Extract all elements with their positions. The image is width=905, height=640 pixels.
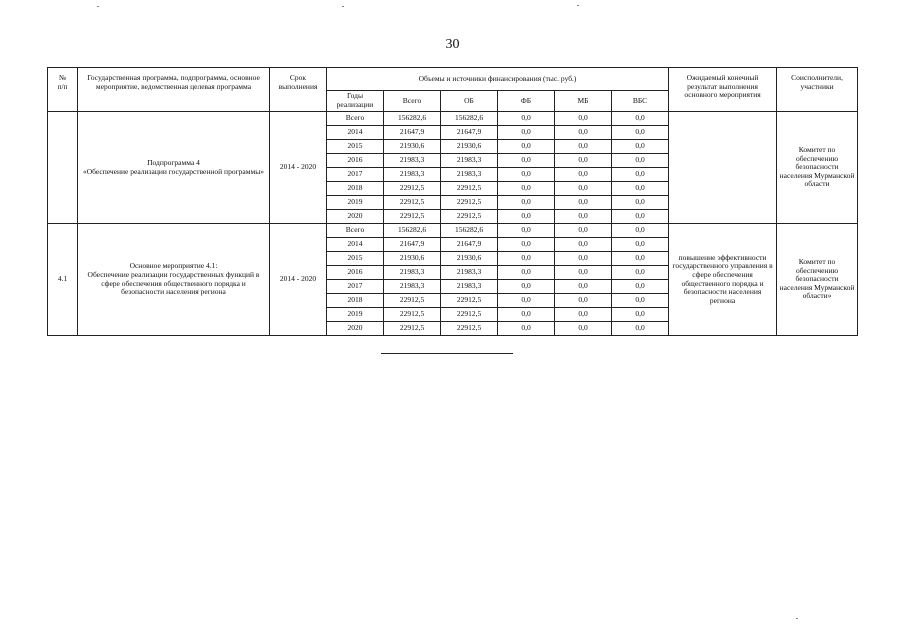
- cell-ob: 22912,5: [441, 294, 498, 308]
- row-num: [48, 112, 78, 224]
- cell-fb: 0,0: [498, 168, 555, 182]
- scan-speck: [97, 6, 99, 7]
- header-term: Срок выполнения: [270, 68, 327, 112]
- cell-mb: 0,0: [555, 252, 612, 266]
- cell-fb: 0,0: [498, 266, 555, 280]
- cell-total: 22912,5: [384, 308, 441, 322]
- cell-vbs: 0,0: [612, 140, 669, 154]
- cell-vbs: 0,0: [612, 196, 669, 210]
- cell-year: 2016: [327, 266, 384, 280]
- cell-total: 21983,3: [384, 280, 441, 294]
- financing-table: [47, 67, 858, 336]
- cell-ob: 21983,3: [441, 154, 498, 168]
- cell-year: 2017: [327, 168, 384, 182]
- cell-year: 2018: [327, 182, 384, 196]
- cell-fb: 0,0: [498, 308, 555, 322]
- cell-fb: 0,0: [498, 280, 555, 294]
- row-name: Подпрограмма 4 «Обеспечение реализации государственной программы»: [78, 112, 270, 224]
- cell-vbs: 0,0: [612, 294, 669, 308]
- cell-mb: 0,0: [555, 168, 612, 182]
- cell-total: 156282,6: [384, 112, 441, 126]
- cell-total: 21983,3: [384, 154, 441, 168]
- cell-vbs: 0,0: [612, 252, 669, 266]
- header-program: Государственная программа, подпрограмма, основное мероприятие, ведомственная целевая программа: [78, 68, 270, 112]
- cell-fb: 0,0: [498, 182, 555, 196]
- header-fb: ФБ: [498, 91, 555, 112]
- cell-year: 2017: [327, 280, 384, 294]
- cell-fb: 0,0: [498, 238, 555, 252]
- cell-year: 2019: [327, 308, 384, 322]
- header-ob: ОБ: [441, 91, 498, 112]
- cell-vbs: 0,0: [612, 154, 669, 168]
- table-row: [48, 224, 858, 238]
- cell-year: 2015: [327, 140, 384, 154]
- cell-mb: 0,0: [555, 154, 612, 168]
- cell-mb: 0,0: [555, 112, 612, 126]
- cell-ob: 21983,3: [441, 266, 498, 280]
- cell-mb: 0,0: [555, 210, 612, 224]
- header-executors: Соисполнители, участники: [777, 68, 858, 112]
- cell-mb: 0,0: [555, 322, 612, 336]
- cell-year: 2016: [327, 154, 384, 168]
- cell-mb: 0,0: [555, 182, 612, 196]
- cell-vbs: 0,0: [612, 280, 669, 294]
- cell-total: 156282,6: [384, 224, 441, 238]
- cell-mb: 0,0: [555, 308, 612, 322]
- cell-ob: 156282,6: [441, 112, 498, 126]
- cell-total: 21983,3: [384, 266, 441, 280]
- cell-fb: 0,0: [498, 126, 555, 140]
- row-num: 4.1: [48, 224, 78, 336]
- cell-fb: 0,0: [498, 196, 555, 210]
- cell-total: 21647,9: [384, 126, 441, 140]
- cell-vbs: 0,0: [612, 308, 669, 322]
- header-expected: Ожидаемый конечный результат выполнения основного мероприятия: [669, 68, 777, 112]
- cell-year: 2014: [327, 238, 384, 252]
- cell-ob: 21647,9: [441, 238, 498, 252]
- cell-vbs: 0,0: [612, 182, 669, 196]
- cell-vbs: 0,0: [612, 238, 669, 252]
- scan-speck: [342, 6, 344, 7]
- row-term: 2014 - 2020: [270, 224, 327, 336]
- cell-fb: 0,0: [498, 294, 555, 308]
- cell-vbs: 0,0: [612, 266, 669, 280]
- row-result: [669, 112, 777, 224]
- table-row: [48, 112, 858, 126]
- cell-fb: 0,0: [498, 322, 555, 336]
- cell-year: 2020: [327, 322, 384, 336]
- cell-mb: 0,0: [555, 280, 612, 294]
- cell-mb: 0,0: [555, 238, 612, 252]
- cell-ob: 21647,9: [441, 126, 498, 140]
- cell-vbs: 0,0: [612, 210, 669, 224]
- scan-speck: [577, 5, 579, 6]
- cell-fb: 0,0: [498, 252, 555, 266]
- cell-ob: 21983,3: [441, 280, 498, 294]
- cell-fb: 0,0: [498, 210, 555, 224]
- cell-ob: 21930,6: [441, 252, 498, 266]
- cell-year: Всего: [327, 112, 384, 126]
- header-total: Всего: [384, 91, 441, 112]
- cell-vbs: 0,0: [612, 224, 669, 238]
- cell-mb: 0,0: [555, 294, 612, 308]
- cell-mb: 0,0: [555, 126, 612, 140]
- header-vbs: ВБС: [612, 91, 669, 112]
- cell-year: 2019: [327, 196, 384, 210]
- row-name: Основное мероприятие 4.1: Обеспечение реализации государственных функций в сфере обеспечения общественного порядка и безопасности населения региона: [78, 224, 270, 336]
- cell-ob: 22912,5: [441, 210, 498, 224]
- page-number: 30: [445, 37, 460, 52]
- cell-year: 2015: [327, 252, 384, 266]
- cell-ob: 22912,5: [441, 182, 498, 196]
- cell-ob: 21930,6: [441, 140, 498, 154]
- cell-total: 21647,9: [384, 238, 441, 252]
- cell-year: 2014: [327, 126, 384, 140]
- header-num: № п/п: [48, 68, 78, 112]
- row-term: 2014 - 2020: [270, 112, 327, 224]
- cell-total: 22912,5: [384, 322, 441, 336]
- cell-vbs: 0,0: [612, 126, 669, 140]
- cell-ob: 22912,5: [441, 322, 498, 336]
- cell-mb: 0,0: [555, 140, 612, 154]
- cell-vbs: 0,0: [612, 168, 669, 182]
- cell-fb: 0,0: [498, 140, 555, 154]
- header-row-1: [48, 68, 858, 91]
- cell-total: 21930,6: [384, 252, 441, 266]
- cell-year: 2018: [327, 294, 384, 308]
- cell-year: 2020: [327, 210, 384, 224]
- cell-total: 22912,5: [384, 196, 441, 210]
- header-years: Годы реализации: [327, 91, 384, 112]
- cell-year: Всего: [327, 224, 384, 238]
- cell-ob: 22912,5: [441, 308, 498, 322]
- bottom-rule: [381, 353, 513, 354]
- cell-total: 21930,6: [384, 140, 441, 154]
- row-result: повышение эффективности государственного управления в сфере обеспечения общественного порядка и безопасности населения региона: [669, 224, 777, 336]
- cell-fb: 0,0: [498, 224, 555, 238]
- row-executors: Комитет по обеспечению безопасности населения Мурманской области: [777, 112, 858, 224]
- cell-total: 22912,5: [384, 294, 441, 308]
- cell-total: 22912,5: [384, 182, 441, 196]
- cell-mb: 0,0: [555, 196, 612, 210]
- cell-total: 21983,3: [384, 168, 441, 182]
- cell-mb: 0,0: [555, 224, 612, 238]
- header-funding: Объемы и источники финансирования (тыс. руб.): [327, 68, 669, 91]
- cell-vbs: 0,0: [612, 322, 669, 336]
- cell-vbs: 0,0: [612, 112, 669, 126]
- header-mb: МБ: [555, 91, 612, 112]
- scan-speck: [796, 618, 798, 619]
- table-body: [48, 112, 858, 336]
- cell-ob: 22912,5: [441, 196, 498, 210]
- cell-ob: 21983,3: [441, 168, 498, 182]
- cell-fb: 0,0: [498, 154, 555, 168]
- cell-fb: 0,0: [498, 112, 555, 126]
- cell-mb: 0,0: [555, 266, 612, 280]
- row-executors: Комитет по обеспечению безопасности населения Мурманской области»: [777, 224, 858, 336]
- cell-total: 22912,5: [384, 210, 441, 224]
- cell-ob: 156282,6: [441, 224, 498, 238]
